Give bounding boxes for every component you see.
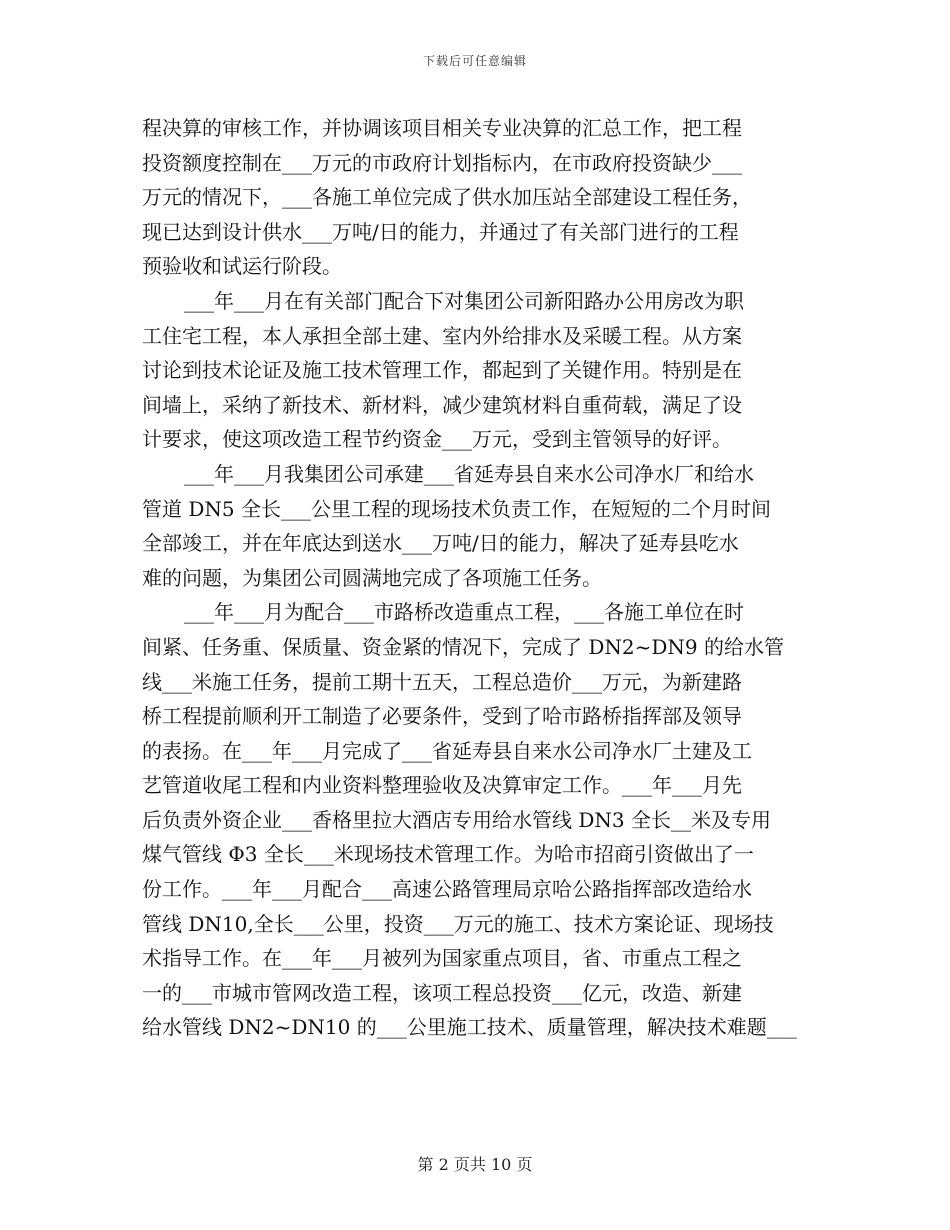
text-line: 间墙上，采纳了新技术、新材料，减少建筑材料自重荷载，满足了设 [142, 392, 742, 417]
paragraph-start-line: ___年___月为配合___市路桥改造重点工程，___各施工单位在时 [184, 600, 744, 625]
text-line: 的表扬。在___年___月完成了___省延寿县自来水公司净水厂土建及工 [142, 738, 752, 763]
text-line: 桥工程提前顺利开工制造了必要条件，受到了哈市路桥指挥部及领导 [142, 704, 742, 729]
text-line: 预验收和试运行阶段。 [142, 254, 342, 279]
text-line: 间紧、任务重、保质量、资金紧的情况下，完成了 DN2~DN9 的给水管 [142, 634, 784, 659]
text-line: 线___米施工任务，提前工期十五天，工程总造价___万元，为新建路 [142, 669, 742, 694]
text-line: 工住宅工程，本人承担全部土建、室内外给排水及采暖工程。从方案 [142, 323, 742, 348]
text-line: 后负责外资企业___香格里拉大酒店专用给水管线 DN3 全长__米及专用 [142, 807, 771, 832]
text-line: 万元的情况下，___各施工单位完成了供水加压站全部建设工程任务， [142, 185, 752, 210]
text-line: 计要求，使这项改造工程节约资金___万元，受到主管领导的好评。 [142, 427, 732, 452]
text-line: 术指导工作。在___年___月被列为国家重点项目，省、市重点工程之 [142, 946, 742, 971]
text-line: 艺管道收尾工程和内业资料整理验收及决算审定工作。___年___月先 [142, 773, 742, 798]
text-line: 一的___市城市管网改造工程，该项工程总投资___亿元，改造、新建 [142, 980, 742, 1005]
paragraph-start-line: ___年___月在有关部门配合下对集团公司新阳路办公用房改为职 [184, 288, 744, 313]
text-line: 难的问题，为集团公司圆满地完成了各项施工任务。 [142, 565, 602, 590]
paragraph-start-line: ___年___月我集团公司承建___省延寿县自来水公司净水厂和给水 [184, 461, 754, 486]
page-footer: 第 2 页共 10 页 [417, 1155, 533, 1174]
text-line: 全部竣工，并在年底达到送水___万吨/日的能力，解决了延寿县吃水 [142, 531, 739, 556]
text-line: 程决算的审核工作，并协调该项目相关专业决算的汇总工作，把工程 [142, 116, 742, 140]
text-line: 现已达到设计供水___万吨/日的能力，并通过了有关部门进行的工程 [142, 219, 739, 244]
text-line: 给水管线 DN2~DN10 的___公里施工技术、质量管理，解决技术难题___ [142, 1015, 797, 1040]
document-body [142, 111, 810, 1045]
text-line: 投资额度控制在___万元的市政府计划指标内，在市政府投资缺少___ [142, 150, 742, 175]
text-line: 煤气管线 Φ3 全长___米现场技术管理工作。为哈市招商引资做出了一 [142, 842, 754, 867]
text-line: 份工作。___年___月配合___高速公路管理局京哈公路指挥部改造给水 [142, 877, 752, 902]
text-line: 管线 DN10,全长___公里，投资___万元的施工、技术方案论证、现场技 [142, 911, 774, 936]
text-line: 管道 DN5 全长___公里工程的现场技术负责工作，在短短的二个月时间 [142, 496, 771, 521]
text-line: 讨论到技术论证及施工技术管理工作，都起到了关键作用。特别是在 [142, 358, 742, 383]
page-header: 下载后可任意编辑 [422, 54, 527, 68]
